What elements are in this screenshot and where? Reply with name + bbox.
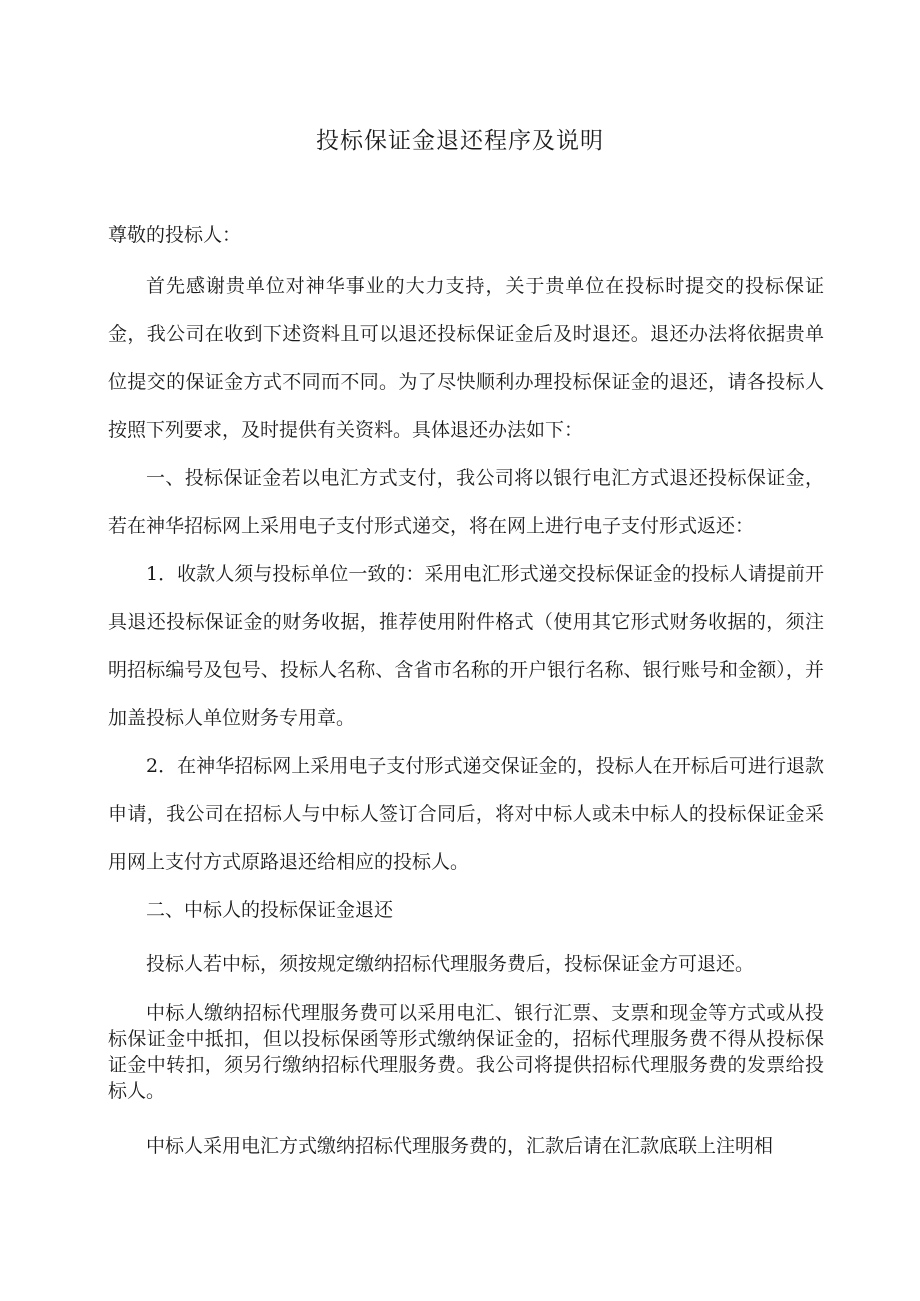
paragraph-section-1: 一、投标保证金若以电汇方式支付，我公司将以银行电汇方式退还投标保证金，若在神华招标网上采用电子支付形式递交，将在网上进行电子支付形式返还： (108, 467, 824, 537)
paragraph-service-fee: 中标人缴纳招标代理服务费可以采用电汇、银行汇票、支票和现金等方式或从投标保证金中抵扣，但以投标保函等形式缴纳保证金的，招标代理服务费不得从投标保证金中转扣，须另行缴纳招标代理服务费。我公司将提供招标代理服务费的发票给投标人。 (108, 1002, 824, 1102)
paragraph-item-2: 2．在神华招标网上采用电子支付形式递交保证金的，投标人在开标后可进行退款申请，我公司在招标人与中标人签订合同后，将对中标人或未中标人的投标保证金采用网上支付方式原路退还给相应的投标人。 (108, 755, 824, 873)
document-title: 投标保证金退还程序及说明 (316, 128, 604, 154)
paragraph-wire-transfer: 中标人采用电汇方式缴纳招标代理服务费的，汇款后请在汇款底联上注明相 (146, 1135, 774, 1157)
paragraph-section-2-note: 投标人若中标，须按规定缴纳招标代理服务费后，投标保证金方可退还。 (146, 953, 755, 975)
paragraph-item-1: 1．收款人须与投标单位一致的：采用电汇形式递交投标保证金的投标人请提前开具退还投标保证金的财务收据，推荐使用附件格式（使用其它形式财务收据的，须注明招标编号及包号、投标人名称、含省市名称的开户银行名称、银行账号和金额），并加盖投标人单位财务专用章。 (108, 563, 824, 729)
salutation: 尊敬的投标人： (108, 224, 242, 246)
paragraph-intro: 首先感谢贵单位对神华事业的大力支持，关于贵单位在投标时提交的投标保证金，我公司在收到下述资料且可以退还投标保证金后及时退还。退还办法将依据贵单位提交的保证金方式不同而不同。为了尽快顺利办理投标保证金的退还，请各投标人按照下列要求，及时提供有关资料。具体退还办法如下： (108, 275, 824, 441)
paragraph-section-2-heading: 二、中标人的投标保证金退还 (146, 899, 394, 921)
